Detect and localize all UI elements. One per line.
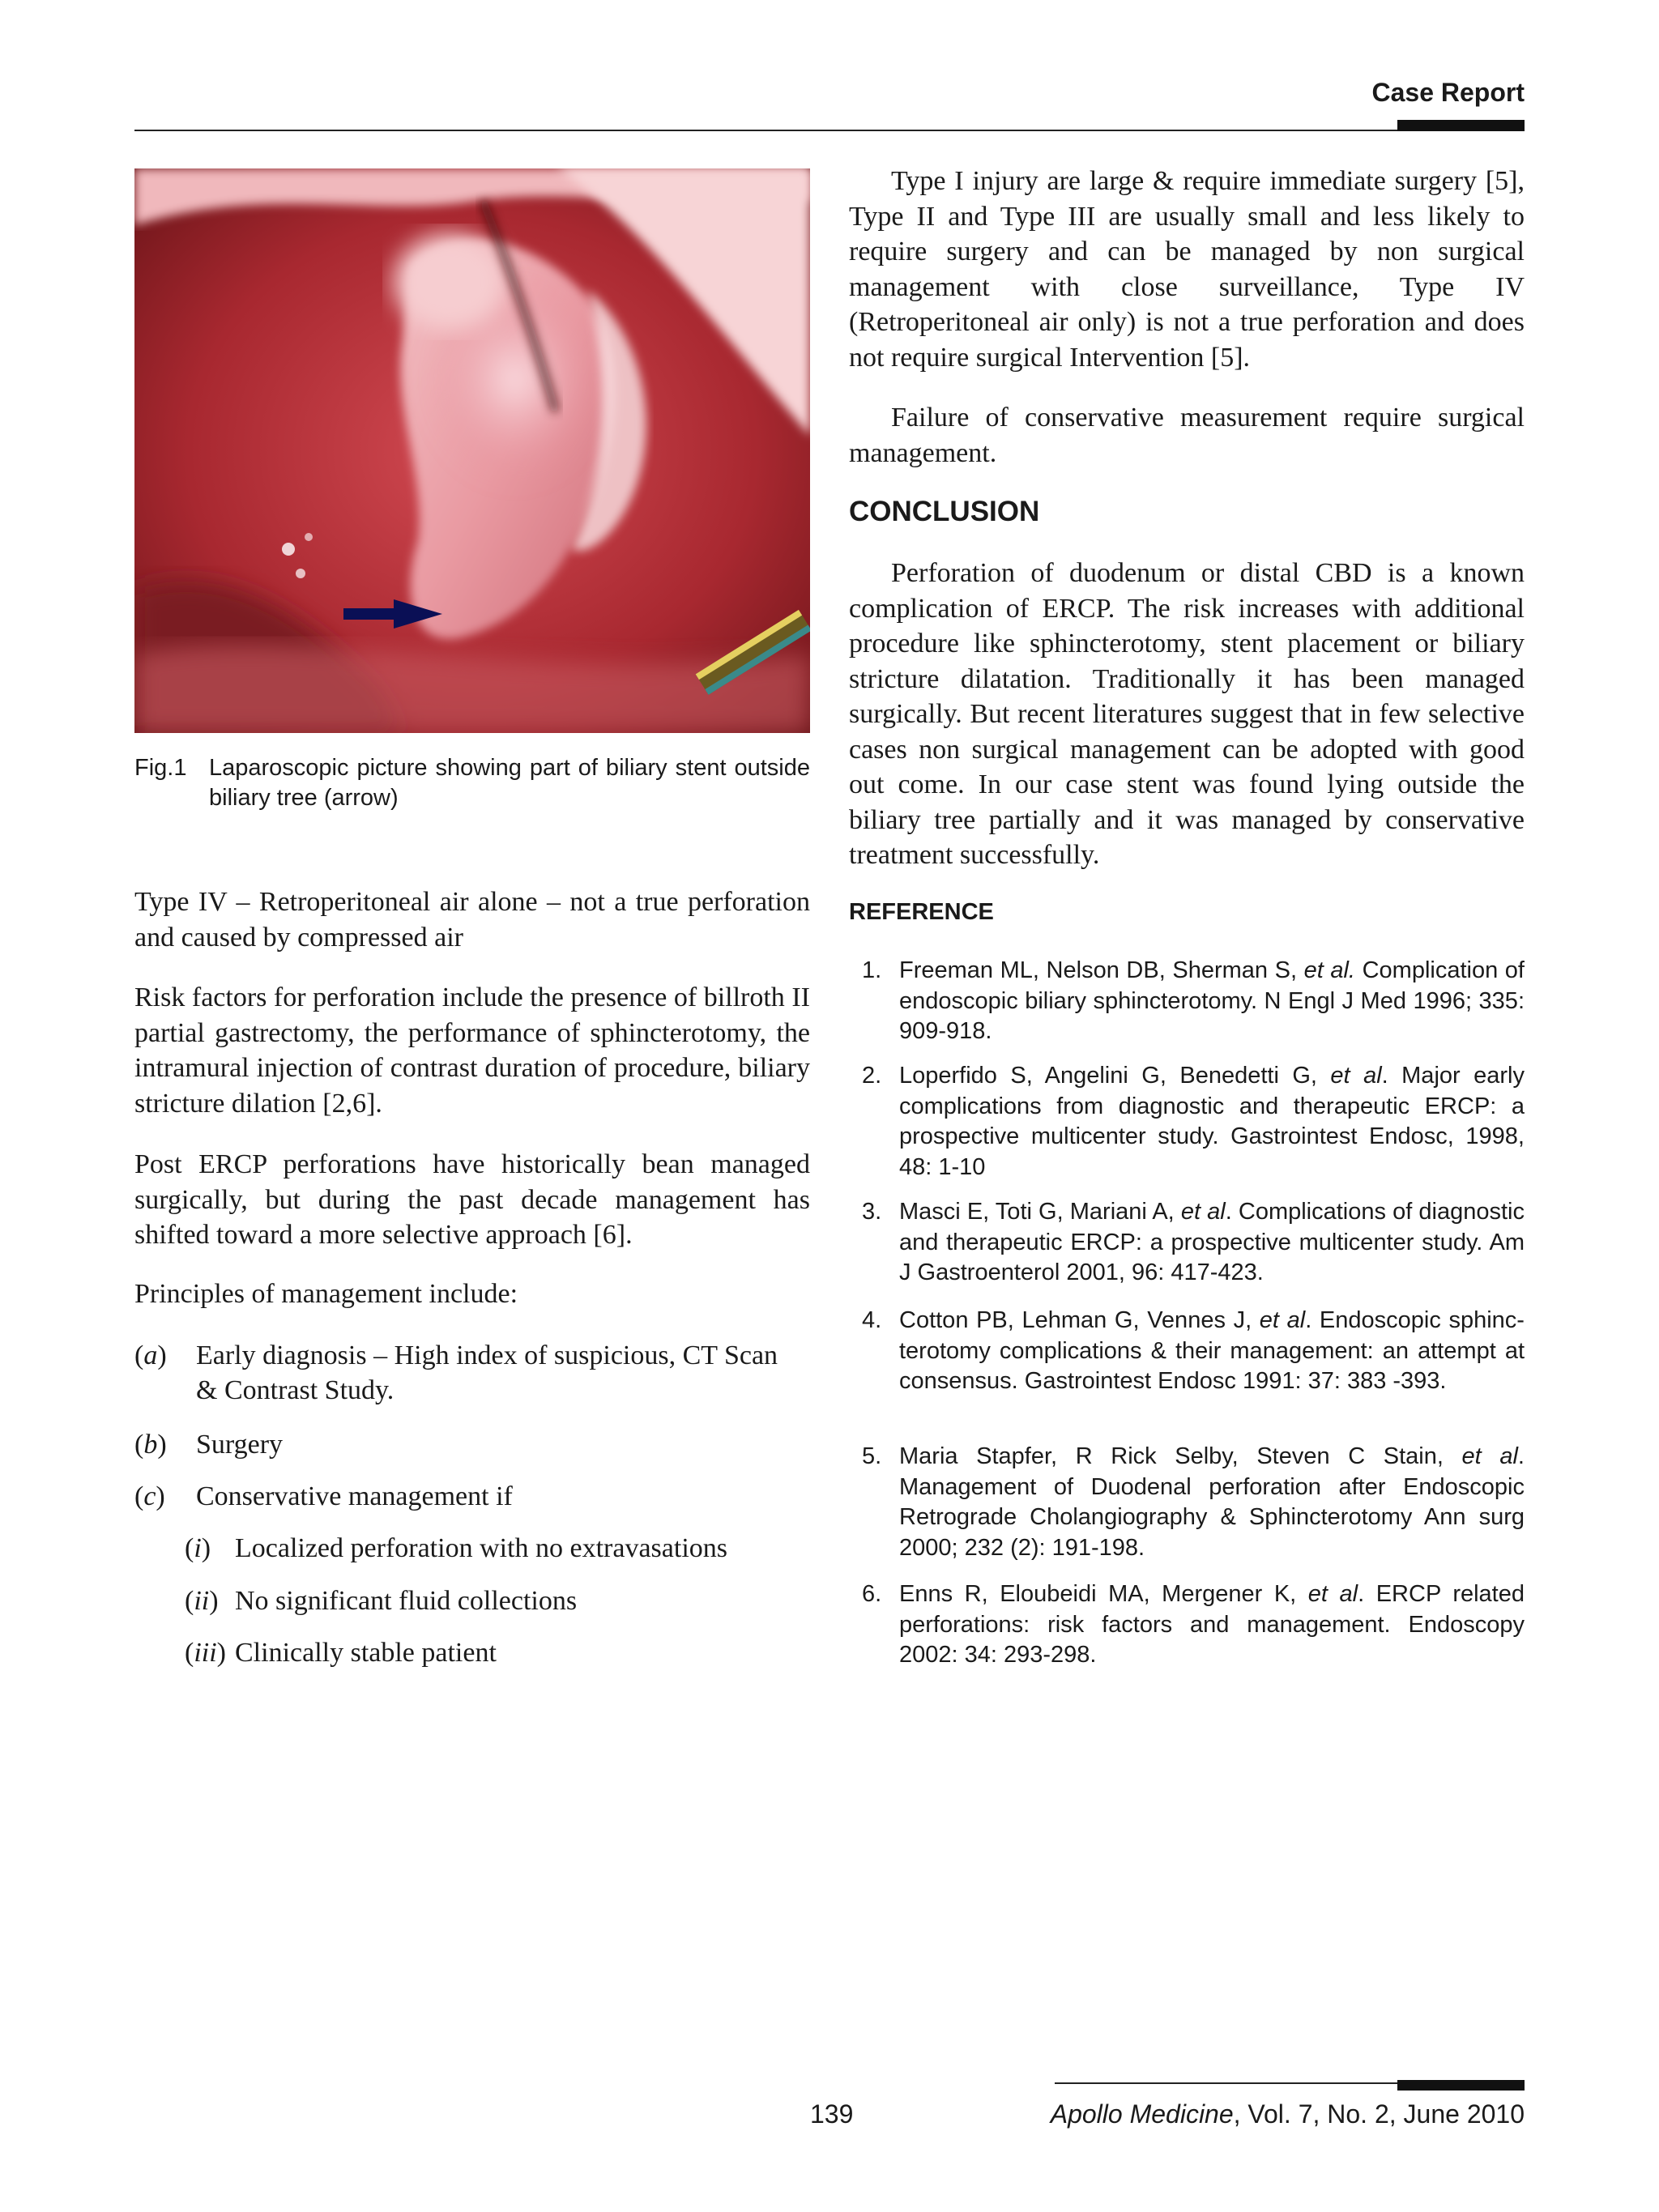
conclusion-heading: CONCLUSION [849,496,1040,527]
figure-label: Fig.1 [134,755,187,781]
figure-photo [134,168,810,733]
paragraph-failure: Failure of conservative measurement require surgical management. [849,403,1525,468]
list-item-c-text: Conservative management if [196,1481,513,1511]
paragraph-risk-factors: Risk factors for perforation include the presence of billroth II partial gastrectomy, the performance of sphincterotomy, the intramural injection of contrast duration of procedure, biliary stricture dilation [2,6]. [134,982,810,1119]
reference-item-3: 3. Masci E, Toti G, Mariani A, et al. Complications of diagnostic and therapeutic ERCP: a prospective multicenter study. Am J Gastroenterol 2001, 96: 417-423. [862,1199,1525,1285]
reference-item-6: 6. Enns R, Eloubeidi MA, Mergener K, et al. ERCP related perforations: risk factors and management. Endoscopy 2002: 34: 293-298. [862,1581,1525,1668]
sublist-item-iii-text: Clinically stable patient [235,1638,497,1668]
laparoscopic-photo-illustration [134,168,810,733]
list-item-b: (b) Surgery [134,1427,810,1464]
list-item-c: (c) Conservative management if [134,1479,810,1515]
paragraph-type1-injury: Type I injury are large & require immediate surgery [5], Type II and Type III are usually small and less likely to require surgery and can be managed by non surgical management with close surveillance, Type IV (Retroperitoneal air only) is not a true perforation and does not require surgical Intervention [5]. [849,166,1525,373]
list-item-a-line1: Early diagnosis – High index of suspicious, CT Scan [196,1340,778,1370]
header-bar [1397,120,1525,131]
journal-volume: , Vol. 7, No. 2, June 2010 [1233,2099,1525,2129]
reference-item-5: 5. Maria Stapfer, R Rick Selby, Steven C Stain, et al. Management of Duodenal perforation after Endoscopic Retrograde Cholangiography & Sphincterotomy Ann surg 2000; 232 (2): 191-198. [862,1443,1525,1561]
journal-name: Apollo Medicine [1050,2099,1234,2129]
paragraph-conclusion: Perforation of duodenum or distal CBD is a known complication of ERCP. The risk increases with additional procedure like sphincterotomy, stent placement or biliary stricture dilatation. Traditionally it has been managed surgically. But recent literatures suggest that in few selective cases non surgical management can be adopted with good out come. In our case stent was found lying outside the biliary tree partially and it was managed by conservative treatment successfully. [849,558,1525,870]
list-item-b-text: Surgery [196,1430,284,1460]
sublist-item-i-text: Localized perforation with no extravasations [235,1533,727,1563]
paragraph-post-ercp: Post ERCP perforations have historically bean managed surgically, but during the past decade management has shifted toward a more selective approach [6]. [134,1149,810,1250]
reference-item-1: 1. Freeman ML, Nelson DB, Sherman S, et al. Complication of endoscopic biliary sphincterotomy. N Engl J Med 1996; 335: 909-918. [862,957,1525,1044]
sublist-item-ii: (ii) No significant fluid collections [185,1583,810,1620]
sublist-item-iii: (iii) Clinically stable patient [185,1635,810,1672]
figure-caption-text: Laparoscopic picture showing part of biliary stent outside biliary tree (arrow) [209,755,810,811]
reference-heading: REFERENCE [849,899,994,925]
list-item-a: (a) Early diagnosis – High index of suspicious, CT Scan & Contrast Study. [134,1338,810,1411]
reference-item-2: 2. Loperfido S, Angelini G, Benedetti G, et al. Major early complications from diagnostic and therapeutic ERCP: a prospective multicenter study. Gastrointest Endosc, 1998, 48: 1-10 [862,1063,1525,1180]
journal-info [1051,2099,1525,2129]
reference-item-4: 4. Cotton PB, Lehman G, Vennes J, et al. Endoscopic sphinc-terotomy complications & their management: an attempt at consensus. Gastrointest Endosc 1991: 37: 383 -393. [862,1307,1525,1394]
sublist-item-ii-text: No significant fluid collections [235,1586,578,1616]
paragraph-principles: Principles of management include: [134,1279,518,1309]
header-rule [134,130,1525,131]
running-head: Case Report [1371,78,1525,107]
figure-caption [134,753,810,813]
paragraph-type4: Type IV – Retroperitoneal air alone – not a true perforation and caused by compressed air [134,887,810,953]
page-number: 139 [810,2099,854,2129]
sublist-item-i: (i) Localized perforation with no extravasations [185,1531,810,1567]
footer-bar [1397,2080,1525,2091]
list-item-a-line2: & Contrast Study. [196,1375,394,1405]
